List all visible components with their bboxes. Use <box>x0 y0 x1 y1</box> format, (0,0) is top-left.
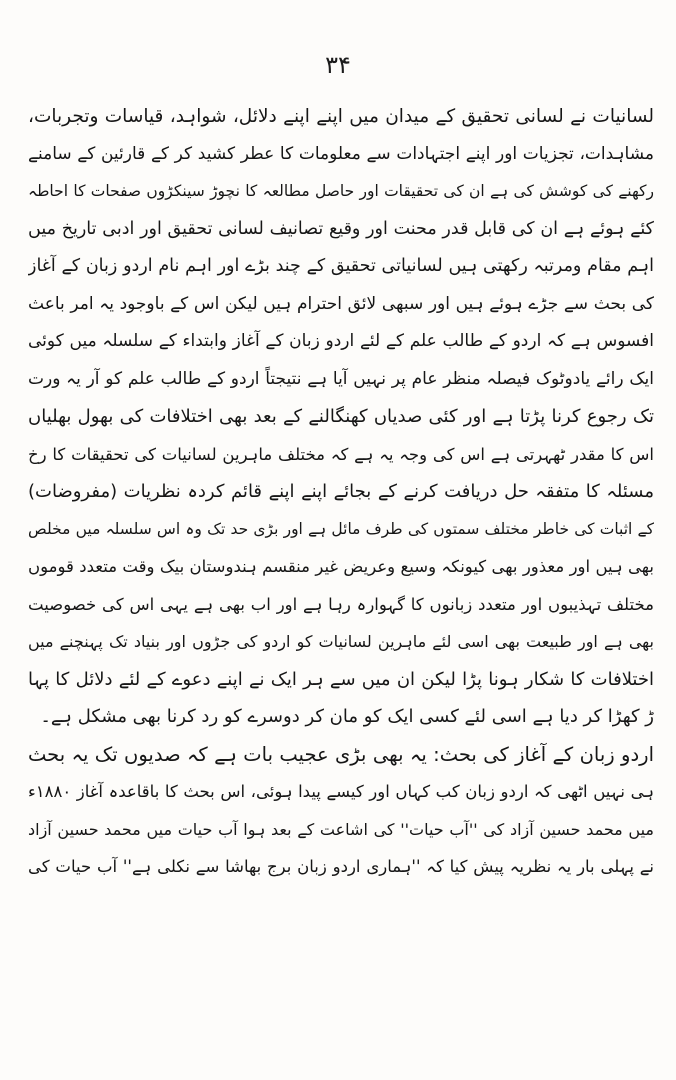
section-heading-line: اردو زبان کے آغاز کی بحث: یہ بھی بڑی عجیب بات ہے کہ صدیوں تک یہ بحث <box>28 742 654 766</box>
text-line: کے اثبات کی خاطر مختلف سمتوں کی طرف مائل ہے اور بڑی حد تک وہ اس سلسلہ میں مخلص <box>28 519 654 538</box>
text-line: مسئلہ کا متفقہ حل دریافت کرنے کے بجائے اپنے اپنے قائم کردہ نظریات (مفروضات) <box>28 481 654 502</box>
text-line: مختلف تہذیبوں اور متعدد زبانوں کا گہوارہ رہا ہے اور اب بھی ہے یہی اس کی خصوصیت <box>28 594 654 614</box>
text-line: میں محمد حسین آزاد کی ''آب حیات'' کی اشاعت کے بعد ہوا آب حیات میں محمد حسین آزاد <box>28 819 654 839</box>
paragraph-end-line: ڑ کھڑا کر دیا ہے اسی لئے کسی ایک کو مان کر دوسرے کو رد کرنا بھی مشکل ہے۔ <box>40 706 654 727</box>
text-line: کی بحث سے جڑے ہوئے ہیں اور سبھی لائق احترام ہیں لیکن اس کے باوجود یہ امر باعث <box>28 293 654 314</box>
body-text <box>28 98 654 886</box>
text-line: تک رجوع کرنا پڑتا ہے اور کئی صدیاں کھنگالنے کے بعد بھی اختلافات کی بھول بھلیاں <box>28 406 654 427</box>
text-line: ایک رائے یادوٹوک فیصلہ منظر عام پر نہیں آیا ہے نتیجتاً اردو کے طالب علم کو آر یہ ورت <box>28 368 654 389</box>
text-line: بھی ہے اور طبیعت بھی اسی لئے ماہرین لسانیات کو اردو کی جڑوں اور بنیاد تک پہنچنے میں <box>28 632 654 651</box>
text-line: کئے ہوئے ہے ان کی قابل قدر محنت اور وقیع تصانیف لسانی تحقیق اور ادبی تاریخ میں <box>28 218 654 239</box>
text-line: رکھنے کی کوشش کی ہے ان کی تحقیقات اور حاصل مطالعہ کا نچوڑ سینکڑوں صفحات کا احاطہ <box>28 182 654 200</box>
text-line: افسوس ہے کہ اردو کے طالب علم کے لئے اردو زبان کے آغاز وابتداء کے سلسلہ میں کوئی <box>28 331 654 351</box>
text-line: لسانیات نے لسانی تحقیق کے میدان میں اپنے اپنے دلائل، شواہد، قیاسات وتجربات، <box>28 106 654 127</box>
page-number: ۳۴ <box>325 51 351 79</box>
text-line: اہم مقام ومرتبہ رکھتی ہیں لسانیاتی تحقیق کے چند بڑے اور اہم نام اردو زبان کے آغاز <box>28 256 654 276</box>
text-line: مشاہدات، تجزیات اور اپنے اجتہادات سے معلومات کا عطر کشید کر کے قارئین کے سامنے <box>28 143 654 164</box>
text-line: اختلافات کا شکار ہونا پڑا لیکن ان میں سے ہر ایک نے اپنے دعوے کے لئے دلائل کا پہا <box>28 668 654 690</box>
text-line: نے پہلی بار یہ نظریہ پیش کیا کہ ''ہماری اردو زبان برج بھاشا سے نکلی ہے'' آب حیات کی <box>28 857 654 876</box>
text-line: بھی ہیں اور معذور بھی کیونکہ وسیع وعریض غیر منقسم ہندوستان بیک وقت متعدد قوموں <box>28 557 654 576</box>
text-line: ہی نہیں اٹھی کہ اردو زبان کب کہاں اور کیسے پیدا ہوئی، اس بحث کا باقاعدہ آغاز ۱۸۸۰ء <box>28 782 654 801</box>
text-line: اس کا مقدر ٹھہرتی ہے اس کی وجہ یہ ہے کہ مختلف ماہرین لسانیات کی تحقیقات کا رخ <box>28 444 654 464</box>
